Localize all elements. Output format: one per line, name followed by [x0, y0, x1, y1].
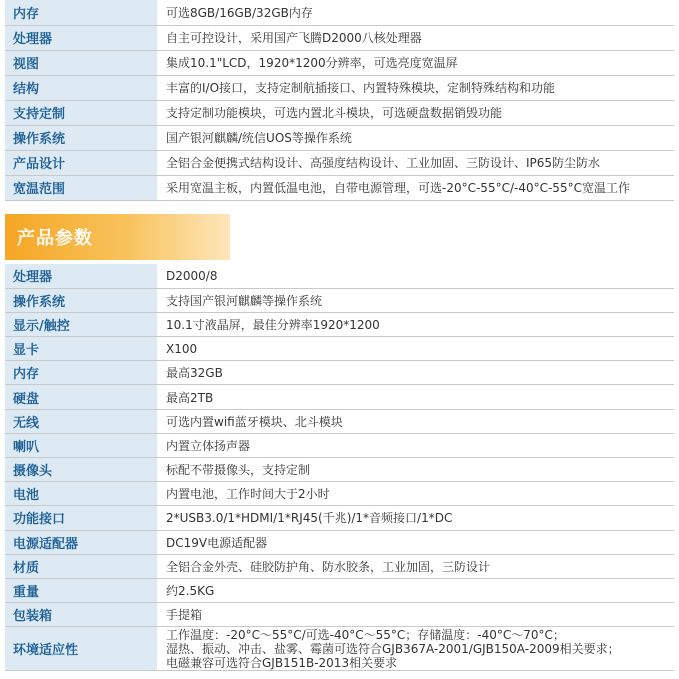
- spec-value-line: 湿热、振动、冲击、盐雾、霉菌可选符合GJB367A-2001/GJB150A-2009相关要求；: [166, 642, 620, 657]
- spec-value-line: 电磁兼容可选符合GJB151B-2013相关要求: [166, 656, 398, 671]
- spec-value: X100: [157, 337, 674, 361]
- spec-key: 宽温范围: [5, 175, 157, 200]
- table-row: [5, 0, 674, 25]
- table-row: [5, 458, 674, 482]
- spec-key: 摄像头: [5, 458, 157, 482]
- spec-value: 最高2TB: [157, 385, 674, 409]
- spec-key: 电池: [5, 482, 157, 506]
- spec-value: 可选8GB/16GB/32GB内存: [157, 0, 674, 25]
- spec-value: 集成10.1"LCD，1920*1200分辨率，可选亮度宽温屏: [157, 50, 674, 75]
- spec-value: 手提箱: [157, 603, 674, 627]
- spec-value: 10.1寸液晶屏，最佳分辨率1920*1200: [157, 312, 674, 336]
- table-row: [5, 361, 674, 385]
- table-row: [5, 312, 674, 336]
- spec-value: 内置电池，工作时间大于2小时: [157, 482, 674, 506]
- table-row: [5, 506, 674, 530]
- spec-key: 内存: [5, 361, 157, 385]
- spec-key: 处理器: [5, 25, 157, 50]
- spec-key: 操作系统: [5, 125, 157, 150]
- table-row: [5, 264, 674, 288]
- spec-key: 显卡: [5, 337, 157, 361]
- section-header-product-params: [5, 214, 230, 260]
- spec-key: 功能接口: [5, 506, 157, 530]
- section-title: 产品参数: [17, 228, 93, 249]
- spec-value: 自主可控设计，采用国产飞腾D2000八核处理器: [157, 25, 674, 50]
- spec-value: 内置立体扬声器: [157, 433, 674, 457]
- spec-value: 全铝合金便携式结构设计、高强度结构设计、工业加固、三防设计、IP65防尘防水: [157, 150, 674, 175]
- spec-key: 显示/触控: [5, 312, 157, 336]
- spec-key: 内存: [5, 0, 157, 25]
- table-row: [5, 578, 674, 602]
- spec-key: 操作系统: [5, 288, 157, 312]
- table-row: [5, 409, 674, 433]
- spec-key: 产品设计: [5, 150, 157, 175]
- spec-key: 电源适配器: [5, 530, 157, 554]
- spec-key: 材质: [5, 554, 157, 578]
- spec-key: 包装箱: [5, 603, 157, 627]
- spec-value: 标配不带摄像头，支持定制: [157, 458, 674, 482]
- spec-value: 最高32GB: [157, 361, 674, 385]
- table-row: [5, 433, 674, 457]
- spec-key: 支持定制: [5, 100, 157, 125]
- spec-value: 采用宽温主板，内置低温电池，自带电源管理，可选-20°C-55°C/-40°C-55°C宽温工作: [157, 175, 674, 200]
- table-row: [5, 125, 674, 150]
- spec-value: 国产银河麒麟/统信UOS等操作系统: [157, 125, 674, 150]
- spec-value: D2000/8: [157, 264, 674, 288]
- table-row: [5, 175, 674, 200]
- table-row: [5, 288, 674, 312]
- spec-value-line: 工作温度：-20°C～55°C/可选-40°C～55°C；存储温度：-40°C～70°C；: [166, 628, 565, 643]
- overview-table: [5, 0, 674, 201]
- spec-value: 全铝合金外壳、硅胶防护角、防水胶条，工业加固，三防设计: [157, 554, 674, 578]
- spec-key: 处理器: [5, 264, 157, 288]
- table-row: [5, 385, 674, 409]
- table-row: [5, 554, 674, 578]
- table-row: [5, 100, 674, 125]
- spec-value: 可选内置wifi蓝牙模块、北斗模块: [157, 409, 674, 433]
- spec-key: 硬盘: [5, 385, 157, 409]
- spec-key: 无线: [5, 409, 157, 433]
- spec-value: [157, 627, 674, 671]
- spec-value: 约2.5KG: [157, 578, 674, 602]
- params-table-body: [5, 264, 674, 627]
- table-row: [5, 627, 674, 671]
- table-row: [5, 150, 674, 175]
- spec-value: 丰富的I/O接口，支持定制航插接口、内置特殊模块，定制特殊结构和功能: [157, 75, 674, 100]
- spec-value: 2*USB3.0/1*HDMI/1*RJ45(千兆)/1*音频接口/1*DC: [157, 506, 674, 530]
- spec-key: 重量: [5, 578, 157, 602]
- spec-value: 支持定制功能模块，可选内置北斗模块，可选硬盘数据销毁功能: [157, 100, 674, 125]
- spec-key: 结构: [5, 75, 157, 100]
- table-row: [5, 75, 674, 100]
- overview-table-body: [5, 0, 674, 200]
- table-row: [5, 603, 674, 627]
- spec-key: 环境适应性: [5, 627, 157, 671]
- table-row: [5, 50, 674, 75]
- table-row: [5, 482, 674, 506]
- spec-value: 支持国产银河麒麟等操作系统: [157, 288, 674, 312]
- params-table: [5, 264, 674, 671]
- spec-key: 视图: [5, 50, 157, 75]
- table-row: [5, 25, 674, 50]
- spec-key: 喇叭: [5, 433, 157, 457]
- table-row: [5, 337, 674, 361]
- table-row: [5, 530, 674, 554]
- params-table-environment: [5, 627, 674, 671]
- spec-value: DC19V电源适配器: [157, 530, 674, 554]
